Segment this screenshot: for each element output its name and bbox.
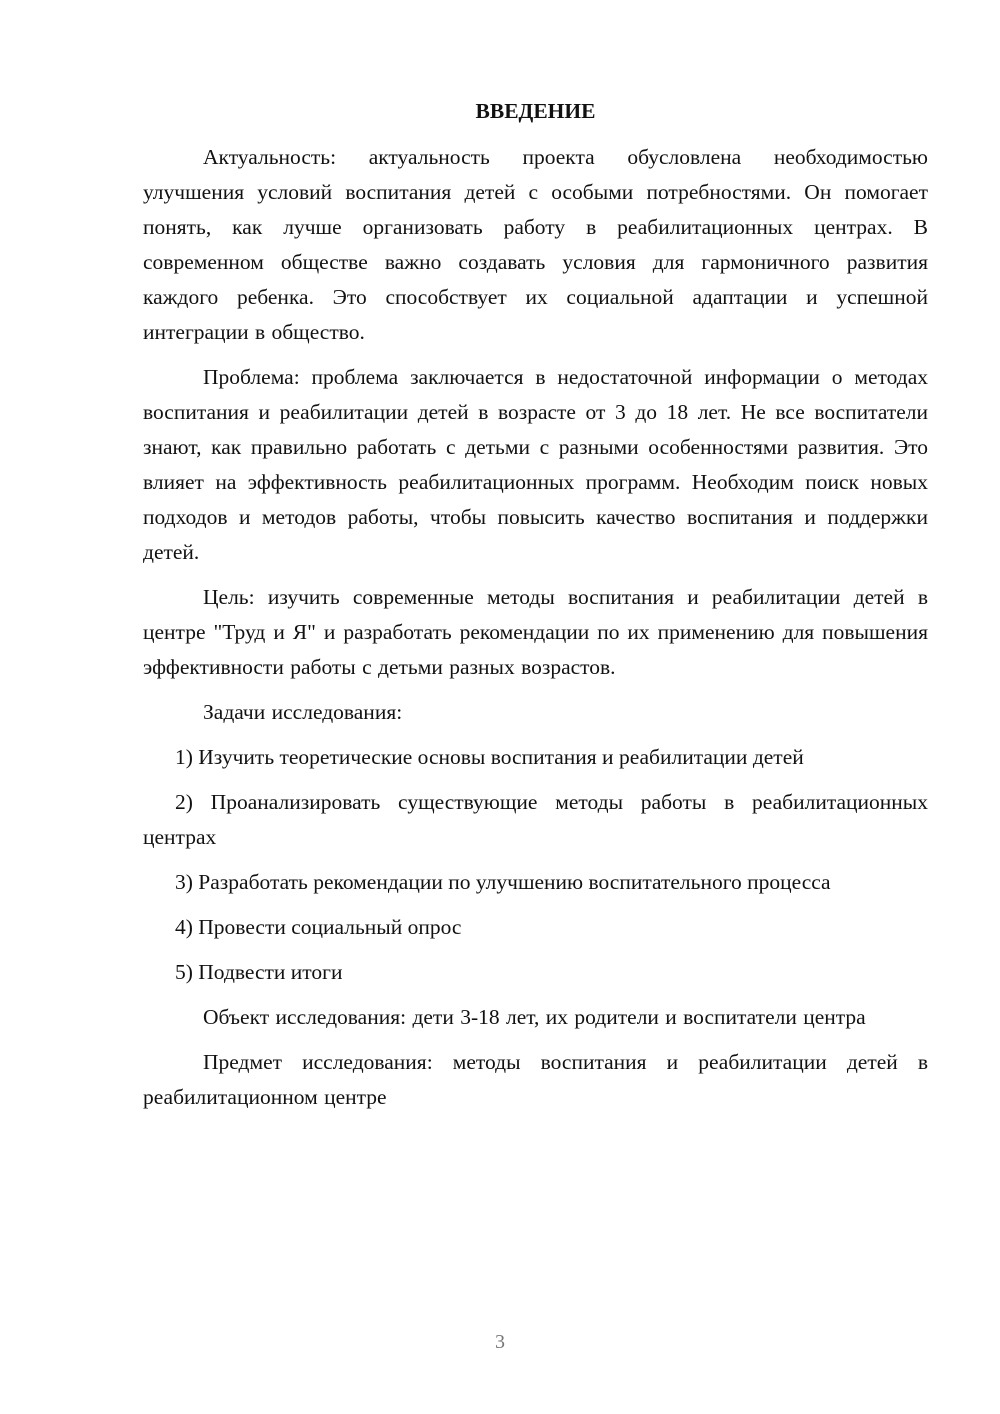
paragraph-goal: Цель: изучить современные методы воспитания и реабилитации детей в центре "Труд и Я" и разработать рекомендации по их применению для повышения эффективности работы с детьми разных возрастов. (143, 585, 928, 679)
task-item-4: 4) Провести социальный опрос (175, 915, 462, 939)
research-subject: Предмет исследования: методы воспитания и реабилитации детей в реабилитационном центре (143, 1050, 928, 1109)
page-content (143, 94, 928, 1125)
page-number: 3 (495, 1331, 505, 1353)
task-item-1: 1) Изучить теоретические основы воспитания и реабилитации детей (175, 745, 804, 769)
tasks-heading: Задачи исследования: (203, 700, 403, 724)
task-item-3: 3) Разработать рекомендации по улучшению воспитательного процесса (175, 870, 831, 894)
research-object: Объект исследования: дети 3-18 лет, их родители и воспитатели центра (203, 1005, 866, 1029)
page-title: ВВЕДЕНИЕ (475, 99, 596, 123)
paragraph-relevance: Актуальность: актуальность проекта обусловлена необходимостью улучшения условий воспитания детей с особыми потребностями. Он помогает понять, как лучше организовать работу в реабилитационных центрах. В современном обществе важно создавать условия для гармоничного развития каждого ребенка. Это способствует их социальной адаптации и успешной интеграции в общество. (143, 145, 928, 344)
task-item-2: 2) Проанализировать существующие методы работы в реабилитационных центрах (143, 790, 928, 849)
task-item-5: 5) Подвести итоги (175, 960, 343, 984)
paragraph-problem: Проблема: проблема заключается в недостаточной информации о методах воспитания и реабилитации детей в возрасте от 3 до 18 лет. Не все воспитатели знают, как правильно работать с детьми с разными особенностями развития. Это влияет на эффективность реабилитационных программ. Необходим поиск новых подходов и методов работы, чтобы повысить качество воспитания и поддержки детей. (143, 365, 928, 564)
